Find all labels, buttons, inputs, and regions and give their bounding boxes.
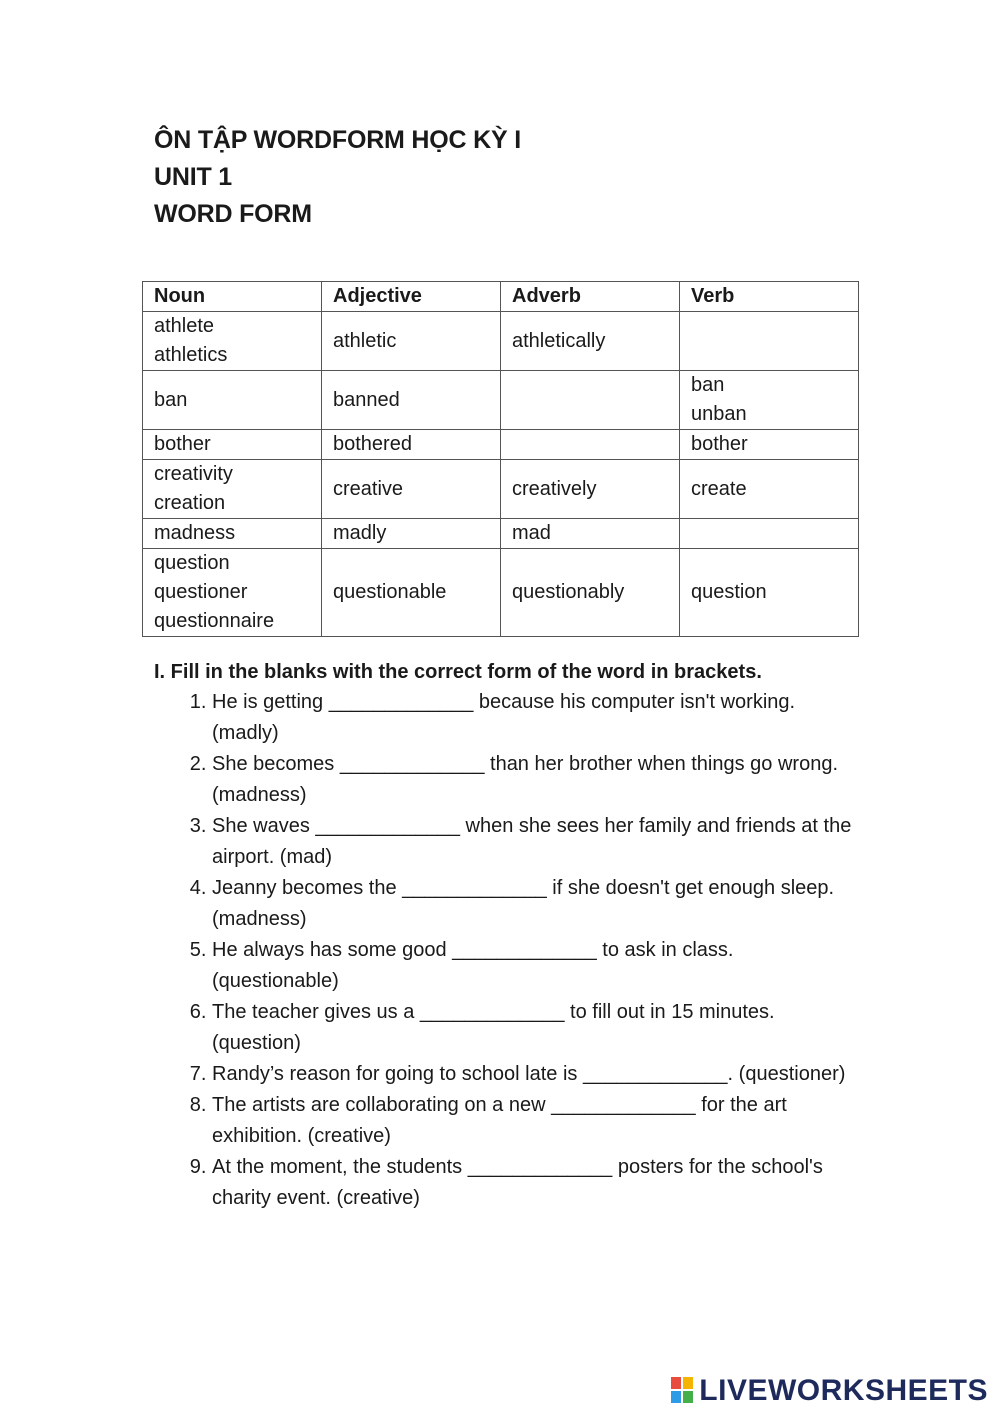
exercise-item: 1. He is getting _____________ because his computer isn't working. (madly) <box>212 687 854 749</box>
table-cell-adverb <box>501 519 680 549</box>
word-entry: bother <box>691 433 748 455</box>
unit-heading: UNIT 1 <box>154 163 232 191</box>
word-entry: bothered <box>333 433 412 455</box>
col-header-verb: Verb <box>680 282 859 312</box>
page-title: ÔN TẬP WORDFORM HỌC KỲ I <box>154 126 521 154</box>
word-entry: creative <box>333 477 404 500</box>
table-cell-noun <box>143 430 322 460</box>
col-header-noun: Noun <box>143 282 322 312</box>
exercise-item: 7. Randy’s reason for going to school late is _____________. (questioner) <box>212 1059 854 1090</box>
table-row <box>143 312 859 371</box>
table-cell-verb <box>680 519 859 549</box>
word-entry: questionnaire <box>154 610 275 632</box>
word-entry: mad <box>512 522 551 544</box>
table-row <box>143 430 859 460</box>
word-form-table <box>142 281 859 637</box>
exercise-item: 3. She waves _____________ when she sees her family and friends at the airport. (mad) <box>212 811 854 873</box>
word-entry: athletic <box>333 329 397 352</box>
table-cell-verb <box>680 312 859 371</box>
table-cell-noun <box>143 312 322 371</box>
table-cell-adverb <box>501 312 680 371</box>
table-cell-noun <box>143 519 322 549</box>
table-cell-adverb <box>501 371 680 430</box>
table-row <box>143 519 859 549</box>
table-row <box>143 549 859 637</box>
word-entry: create <box>691 477 747 500</box>
table-cell-verb <box>680 430 859 460</box>
word-entry: questionably <box>512 581 625 603</box>
logo-icon <box>671 1377 695 1405</box>
table-cell-adverb <box>501 460 680 519</box>
exercise-item: 2. She becomes _____________ than her brother when things go wrong. (madness) <box>212 749 854 811</box>
word-entry: athletics <box>154 344 228 366</box>
col-header-adverb: Adverb <box>501 282 680 312</box>
table-cell-adjective <box>322 460 501 519</box>
col-header-adjective: Adjective <box>322 282 501 312</box>
table-cell-adjective <box>322 312 501 371</box>
table-row <box>143 371 859 430</box>
word-entry: question <box>691 581 767 603</box>
exercise-list <box>154 687 854 1214</box>
topic-heading: WORD FORM <box>154 200 312 228</box>
word-entry: banned <box>333 388 400 411</box>
word-entry: creation <box>154 492 226 514</box>
word-entry: athletically <box>512 329 606 352</box>
word-entry: ban <box>691 374 725 396</box>
word-entry: madness <box>154 522 236 544</box>
exercise-item: 5. He always has some good _____________ to ask in class. (questionable) <box>212 935 854 997</box>
word-entry: ban <box>154 388 188 411</box>
table-cell-adjective <box>322 371 501 430</box>
table-cell-verb <box>680 371 859 430</box>
exercise-item: 4. Jeanny becomes the _____________ if she doesn't get enough sleep. (madness) <box>212 873 854 935</box>
word-entry: questioner <box>154 581 248 603</box>
exercise-section <box>154 657 854 1214</box>
table-header-row <box>143 282 859 312</box>
word-entry: questionable <box>333 581 447 603</box>
table-cell-verb <box>680 460 859 519</box>
table-cell-adverb <box>501 549 680 637</box>
table-row <box>143 460 859 519</box>
table-cell-noun <box>143 549 322 637</box>
table-cell-adverb <box>501 430 680 460</box>
table-cell-adjective <box>322 430 501 460</box>
table-cell-noun <box>143 460 322 519</box>
title-block <box>154 122 521 233</box>
table-cell-noun <box>143 371 322 430</box>
table-cell-adjective <box>322 549 501 637</box>
word-entry: unban <box>691 403 747 425</box>
exercise-item: 9. At the moment, the students _____________ posters for the school's charity event. (creative) <box>212 1152 854 1214</box>
exercise-title: I. Fill in the blanks with the correct form of the word in brackets. <box>154 661 762 683</box>
exercise-item: 8. The artists are collaborating on a new _____________ for the art exhibition. (creative) <box>212 1090 854 1152</box>
table-cell-adjective <box>322 519 501 549</box>
word-entry: question <box>154 552 230 574</box>
logo-text: LIVEWORKSHEETS <box>699 1374 988 1407</box>
word-entry: athlete <box>154 315 215 337</box>
word-entry: bother <box>154 433 211 455</box>
liveworksheets-logo <box>671 1374 988 1408</box>
word-entry: creativity <box>154 463 233 485</box>
word-entry: madly <box>333 522 387 544</box>
exercise-item: 6. The teacher gives us a _____________ to fill out in 15 minutes. (question) <box>212 997 854 1059</box>
word-entry: creatively <box>512 477 597 500</box>
table-cell-verb <box>680 549 859 637</box>
